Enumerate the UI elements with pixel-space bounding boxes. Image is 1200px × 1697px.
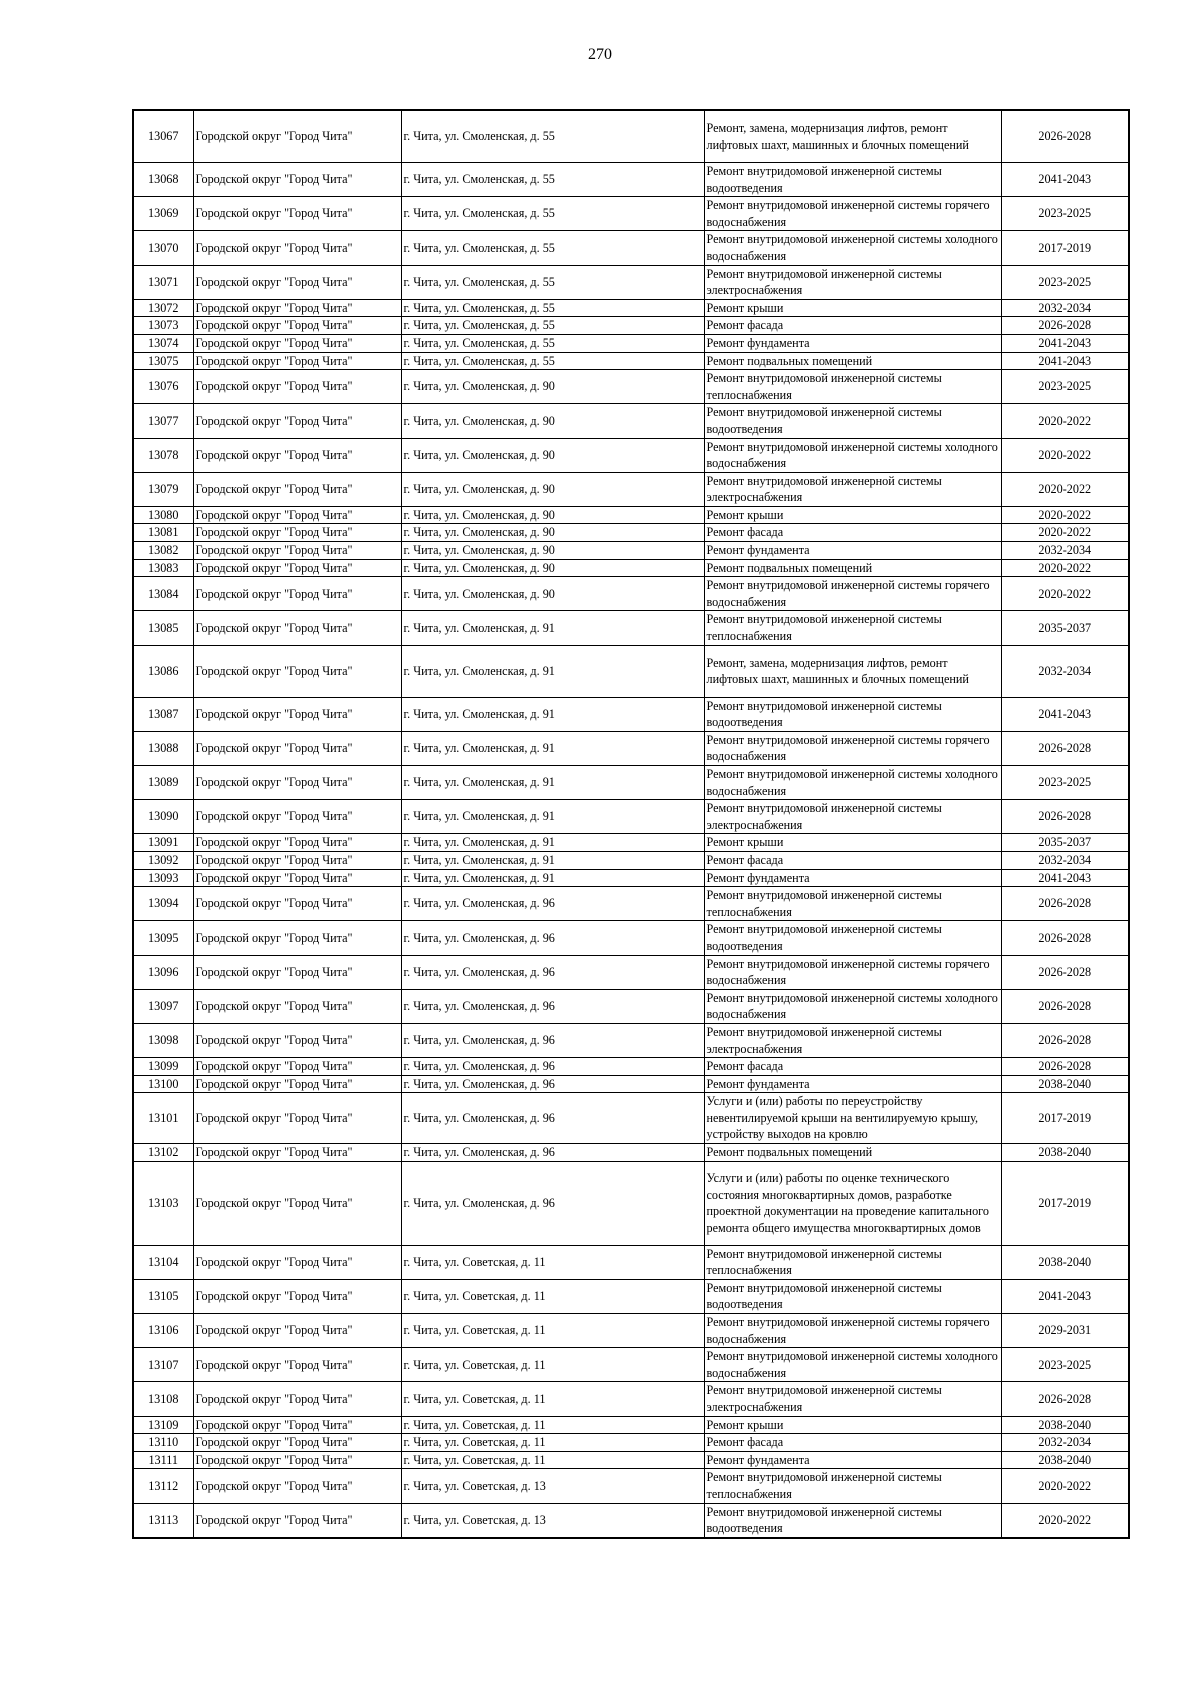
work-type-cell: Ремонт внутридомовой инженерной системы теплоснабжения [704,611,1001,645]
municipality-cell: Городской округ "Город Чита" [193,1245,401,1279]
table-row [133,542,1129,560]
table-row [133,834,1129,852]
table-row [133,697,1129,731]
municipality-cell: Городской округ "Город Чита" [193,697,401,731]
row-number-cell: 13112 [133,1469,193,1503]
address-cell: г. Чита, ул. Смоленская, д. 96 [401,1144,704,1162]
address-cell: г. Чита, ул. Смоленская, д. 91 [401,645,704,697]
row-number-cell: 13075 [133,352,193,370]
municipality-cell: Городской округ "Город Чита" [193,834,401,852]
work-type-cell: Ремонт подвальных помещений [704,352,1001,370]
table-row [133,524,1129,542]
work-type-cell: Ремонт подвальных помещений [704,1144,1001,1162]
address-cell: г. Чита, ул. Смоленская, д. 91 [401,869,704,887]
row-number-cell: 13094 [133,887,193,921]
row-number-cell: 13111 [133,1451,193,1469]
row-number-cell: 13099 [133,1058,193,1076]
address-cell: г. Чита, ул. Смоленская, д. 91 [401,731,704,765]
row-number-cell: 13085 [133,611,193,645]
table-row [133,317,1129,335]
address-cell: г. Чита, ул. Смоленская, д. 90 [401,524,704,542]
row-number-cell: 13109 [133,1416,193,1434]
municipality-cell: Городской округ "Город Чита" [193,524,401,542]
period-cell: 2029-2031 [1001,1314,1129,1348]
work-type-cell: Ремонт внутридомовой инженерной системы холодного водоснабжения [704,766,1001,800]
address-cell: г. Чита, ул. Советская, д. 11 [401,1382,704,1416]
table-row [133,645,1129,697]
address-cell: г. Чита, ул. Смоленская, д. 90 [401,438,704,472]
municipality-cell: Городской округ "Город Чита" [193,1075,401,1093]
row-number-cell: 13078 [133,438,193,472]
municipality-cell: Городской округ "Город Чита" [193,1503,401,1538]
municipality-cell: Городской округ "Город Чита" [193,766,401,800]
municipality-cell: Городской округ "Город Чита" [193,472,401,506]
row-number-cell: 13097 [133,989,193,1023]
municipality-cell: Городской округ "Город Чита" [193,955,401,989]
work-type-cell: Ремонт внутридомовой инженерной системы холодного водоснабжения [704,1348,1001,1382]
period-cell: 2017-2019 [1001,1161,1129,1245]
address-cell: г. Чита, ул. Смоленская, д. 55 [401,299,704,317]
municipality-cell: Городской округ "Город Чита" [193,265,401,299]
table-row [133,334,1129,352]
table-row [133,577,1129,611]
municipality-cell: Городской округ "Город Чита" [193,1161,401,1245]
table-row [133,1023,1129,1057]
table-row [133,731,1129,765]
table-row [133,1279,1129,1313]
row-number-cell: 13103 [133,1161,193,1245]
period-cell: 2020-2022 [1001,404,1129,438]
repair-registry-table [132,109,1130,1539]
table-row [133,611,1129,645]
work-type-cell: Ремонт крыши [704,1416,1001,1434]
period-cell: 2026-2028 [1001,110,1129,163]
address-cell: г. Чита, ул. Смоленская, д. 96 [401,1023,704,1057]
work-type-cell: Ремонт внутридомовой инженерной системы горячего водоснабжения [704,1314,1001,1348]
address-cell: г. Чита, ул. Смоленская, д. 90 [401,370,704,404]
work-type-cell: Ремонт внутридомовой инженерной системы теплоснабжения [704,1245,1001,1279]
work-type-cell: Ремонт внутридомовой инженерной системы электроснабжения [704,800,1001,834]
table-row [133,955,1129,989]
address-cell: г. Чита, ул. Смоленская, д. 91 [401,697,704,731]
period-cell: 2026-2028 [1001,887,1129,921]
period-cell: 2041-2043 [1001,163,1129,197]
row-number-cell: 13092 [133,851,193,869]
period-cell: 2020-2022 [1001,577,1129,611]
period-cell: 2026-2028 [1001,989,1129,1023]
period-cell: 2026-2028 [1001,317,1129,335]
row-number-cell: 13088 [133,731,193,765]
period-cell: 2026-2028 [1001,1382,1129,1416]
row-number-cell: 13095 [133,921,193,955]
address-cell: г. Чита, ул. Советская, д. 11 [401,1416,704,1434]
address-cell: г. Чита, ул. Смоленская, д. 91 [401,834,704,852]
municipality-cell: Городской округ "Город Чита" [193,1093,401,1144]
period-cell: 2017-2019 [1001,231,1129,265]
address-cell: г. Чита, ул. Смоленская, д. 90 [401,506,704,524]
table-row [133,887,1129,921]
period-cell: 2026-2028 [1001,955,1129,989]
municipality-cell: Городской округ "Город Чита" [193,299,401,317]
row-number-cell: 13086 [133,645,193,697]
row-number-cell: 13076 [133,370,193,404]
work-type-cell: Ремонт внутридомовой инженерной системы холодного водоснабжения [704,231,1001,265]
period-cell: 2026-2028 [1001,1058,1129,1076]
municipality-cell: Городской округ "Город Чита" [193,559,401,577]
municipality-cell: Городской округ "Город Чита" [193,352,401,370]
address-cell: г. Чита, ул. Смоленская, д. 55 [401,163,704,197]
work-type-cell: Услуги и (или) работы по оценке технического состояния многоквартирных домов, разработке проектной документации на проведение капитального ремонта общего имущества многоквартирных домов [704,1161,1001,1245]
row-number-cell: 13079 [133,472,193,506]
address-cell: г. Чита, ул. Смоленская, д. 90 [401,559,704,577]
municipality-cell: Городской округ "Город Чита" [193,1434,401,1452]
address-cell: г. Чита, ул. Смоленская, д. 90 [401,577,704,611]
municipality-cell: Городской округ "Город Чита" [193,542,401,560]
table-row [133,559,1129,577]
row-number-cell: 13083 [133,559,193,577]
work-type-cell: Ремонт фундамента [704,869,1001,887]
work-type-cell: Ремонт внутридомовой инженерной системы горячего водоснабжения [704,955,1001,989]
municipality-cell: Городской округ "Город Чита" [193,231,401,265]
address-cell: г. Чита, ул. Советская, д. 13 [401,1503,704,1538]
address-cell: г. Чита, ул. Смоленская, д. 55 [401,231,704,265]
row-number-cell: 13070 [133,231,193,265]
table-row [133,197,1129,231]
period-cell: 2038-2040 [1001,1144,1129,1162]
period-cell: 2032-2034 [1001,645,1129,697]
work-type-cell: Ремонт внутридомовой инженерной системы теплоснабжения [704,887,1001,921]
period-cell: 2035-2037 [1001,611,1129,645]
period-cell: 2038-2040 [1001,1245,1129,1279]
row-number-cell: 13113 [133,1503,193,1538]
table-row [133,869,1129,887]
address-cell: г. Чита, ул. Смоленская, д. 55 [401,352,704,370]
municipality-cell: Городской округ "Город Чита" [193,887,401,921]
work-type-cell: Ремонт внутридомовой инженерной системы электроснабжения [704,1023,1001,1057]
table-row [133,1093,1129,1144]
table-row [133,438,1129,472]
address-cell: г. Чита, ул. Советская, д. 11 [401,1451,704,1469]
table-row [133,404,1129,438]
work-type-cell: Ремонт внутридомовой инженерной системы водоотведения [704,1279,1001,1313]
period-cell: 2041-2043 [1001,352,1129,370]
work-type-cell: Ремонт внутридомовой инженерной системы горячего водоснабжения [704,577,1001,611]
work-type-cell: Ремонт внутридомовой инженерной системы водоотведения [704,697,1001,731]
municipality-cell: Городской округ "Город Чита" [193,438,401,472]
address-cell: г. Чита, ул. Смоленская, д. 96 [401,921,704,955]
address-cell: г. Чита, ул. Советская, д. 13 [401,1469,704,1503]
address-cell: г. Чита, ул. Смоленская, д. 91 [401,800,704,834]
row-number-cell: 13090 [133,800,193,834]
table-row [133,110,1129,163]
address-cell: г. Чита, ул. Смоленская, д. 96 [401,1161,704,1245]
work-type-cell: Ремонт внутридомовой инженерной системы горячего водоснабжения [704,197,1001,231]
work-type-cell: Ремонт, замена, модернизация лифтов, ремонт лифтовых шахт, машинных и блочных помещений [704,645,1001,697]
table-row [133,1245,1129,1279]
address-cell: г. Чита, ул. Смоленская, д. 90 [401,472,704,506]
municipality-cell: Городской округ "Город Чита" [193,506,401,524]
address-cell: г. Чита, ул. Советская, д. 11 [401,1279,704,1313]
municipality-cell: Городской округ "Город Чита" [193,1416,401,1434]
row-number-cell: 13106 [133,1314,193,1348]
municipality-cell: Городской округ "Город Чита" [193,110,401,163]
table-row [133,1314,1129,1348]
period-cell: 2023-2025 [1001,370,1129,404]
address-cell: г. Чита, ул. Смоленская, д. 55 [401,265,704,299]
work-type-cell: Ремонт фасада [704,317,1001,335]
row-number-cell: 13098 [133,1023,193,1057]
address-cell: г. Чита, ул. Смоленская, д. 96 [401,1058,704,1076]
address-cell: г. Чита, ул. Смоленская, д. 96 [401,887,704,921]
work-type-cell: Ремонт внутридомовой инженерной системы водоотведения [704,921,1001,955]
table-row [133,989,1129,1023]
address-cell: г. Чита, ул. Советская, д. 11 [401,1245,704,1279]
row-number-cell: 13093 [133,869,193,887]
period-cell: 2023-2025 [1001,766,1129,800]
table-row [133,265,1129,299]
period-cell: 2032-2034 [1001,851,1129,869]
work-type-cell: Ремонт внутридомовой инженерной системы водоотведения [704,404,1001,438]
table-row [133,1348,1129,1382]
row-number-cell: 13069 [133,197,193,231]
period-cell: 2032-2034 [1001,299,1129,317]
row-number-cell: 13108 [133,1382,193,1416]
municipality-cell: Городской округ "Город Чита" [193,869,401,887]
work-type-cell: Ремонт крыши [704,299,1001,317]
row-number-cell: 13107 [133,1348,193,1382]
municipality-cell: Городской округ "Город Чита" [193,404,401,438]
work-type-cell: Услуги и (или) работы по переустройству невентилируемой крыши на вентилируемую крышу, устройству выходов на кровлю [704,1093,1001,1144]
period-cell: 2026-2028 [1001,921,1129,955]
table-row [133,506,1129,524]
row-number-cell: 13067 [133,110,193,163]
municipality-cell: Городской округ "Город Чита" [193,611,401,645]
row-number-cell: 13068 [133,163,193,197]
work-type-cell: Ремонт внутридомовой инженерной системы водоотведения [704,163,1001,197]
row-number-cell: 13096 [133,955,193,989]
work-type-cell: Ремонт внутридомовой инженерной системы электроснабжения [704,265,1001,299]
table-row [133,921,1129,955]
period-cell: 2020-2022 [1001,559,1129,577]
period-cell: 2023-2025 [1001,197,1129,231]
municipality-cell: Городской округ "Город Чита" [193,577,401,611]
table-row [133,1144,1129,1162]
table-row [133,1434,1129,1452]
row-number-cell: 13102 [133,1144,193,1162]
municipality-cell: Городской округ "Город Чита" [193,1469,401,1503]
period-cell: 2017-2019 [1001,1093,1129,1144]
municipality-cell: Городской округ "Город Чита" [193,921,401,955]
table-row [133,231,1129,265]
municipality-cell: Городской округ "Город Чита" [193,1382,401,1416]
period-cell: 2026-2028 [1001,1023,1129,1057]
municipality-cell: Городской округ "Город Чита" [193,1023,401,1057]
municipality-cell: Городской округ "Город Чита" [193,1348,401,1382]
table-row [133,163,1129,197]
municipality-cell: Городской округ "Город Чита" [193,800,401,834]
address-cell: г. Чита, ул. Смоленская, д. 90 [401,404,704,438]
row-number-cell: 13082 [133,542,193,560]
row-number-cell: 13091 [133,834,193,852]
row-number-cell: 13077 [133,404,193,438]
table-row [133,1451,1129,1469]
address-cell: г. Чита, ул. Советская, д. 11 [401,1434,704,1452]
municipality-cell: Городской округ "Город Чита" [193,1144,401,1162]
work-type-cell: Ремонт внутридомовой инженерной системы электроснабжения [704,1382,1001,1416]
period-cell: 2020-2022 [1001,472,1129,506]
address-cell: г. Чита, ул. Смоленская, д. 96 [401,1075,704,1093]
address-cell: г. Чита, ул. Смоленская, д. 96 [401,1093,704,1144]
address-cell: г. Чита, ул. Смоленская, д. 55 [401,317,704,335]
period-cell: 2041-2043 [1001,1279,1129,1313]
table-row [133,1075,1129,1093]
work-type-cell: Ремонт фасада [704,524,1001,542]
row-number-cell: 13100 [133,1075,193,1093]
work-type-cell: Ремонт внутридомовой инженерной системы холодного водоснабжения [704,438,1001,472]
table-row [133,299,1129,317]
work-type-cell: Ремонт крыши [704,834,1001,852]
address-cell: г. Чита, ул. Смоленская, д. 90 [401,542,704,560]
address-cell: г. Чита, ул. Советская, д. 11 [401,1348,704,1382]
work-type-cell: Ремонт фасада [704,1058,1001,1076]
work-type-cell: Ремонт внутридомовой инженерной системы электроснабжения [704,472,1001,506]
period-cell: 2041-2043 [1001,869,1129,887]
work-type-cell: Ремонт фундамента [704,334,1001,352]
row-number-cell: 13101 [133,1093,193,1144]
address-cell: г. Чита, ул. Смоленская, д. 91 [401,766,704,800]
row-number-cell: 13073 [133,317,193,335]
table-row [133,352,1129,370]
period-cell: 2035-2037 [1001,834,1129,852]
address-cell: г. Чита, ул. Смоленская, д. 55 [401,334,704,352]
work-type-cell: Ремонт фундамента [704,1075,1001,1093]
municipality-cell: Городской округ "Город Чита" [193,1314,401,1348]
row-number-cell: 13074 [133,334,193,352]
period-cell: 2023-2025 [1001,1348,1129,1382]
row-number-cell: 13084 [133,577,193,611]
work-type-cell: Ремонт фасада [704,1434,1001,1452]
period-cell: 2032-2034 [1001,1434,1129,1452]
address-cell: г. Чита, ул. Смоленская, д. 96 [401,989,704,1023]
period-cell: 2020-2022 [1001,1469,1129,1503]
address-cell: г. Чита, ул. Смоленская, д. 96 [401,955,704,989]
municipality-cell: Городской округ "Город Чита" [193,370,401,404]
table-row [133,1503,1129,1538]
municipality-cell: Городской округ "Город Чита" [193,1058,401,1076]
work-type-cell: Ремонт внутридомовой инженерной системы теплоснабжения [704,370,1001,404]
municipality-cell: Городской округ "Город Чита" [193,163,401,197]
municipality-cell: Городской округ "Город Чита" [193,317,401,335]
work-type-cell: Ремонт внутридомовой инженерной системы водоотведения [704,1503,1001,1538]
period-cell: 2026-2028 [1001,800,1129,834]
table-row [133,800,1129,834]
period-cell: 2020-2022 [1001,1503,1129,1538]
period-cell: 2020-2022 [1001,438,1129,472]
table-row [133,370,1129,404]
work-type-cell: Ремонт фасада [704,851,1001,869]
row-number-cell: 13072 [133,299,193,317]
table-row [133,1416,1129,1434]
period-cell: 2026-2028 [1001,731,1129,765]
municipality-cell: Городской округ "Город Чита" [193,1451,401,1469]
row-number-cell: 13105 [133,1279,193,1313]
row-number-cell: 13089 [133,766,193,800]
row-number-cell: 13104 [133,1245,193,1279]
period-cell: 2041-2043 [1001,697,1129,731]
address-cell: г. Чита, ул. Советская, д. 11 [401,1314,704,1348]
work-type-cell: Ремонт фундамента [704,542,1001,560]
work-type-cell: Ремонт внутридомовой инженерной системы горячего водоснабжения [704,731,1001,765]
period-cell: 2038-2040 [1001,1451,1129,1469]
table-row [133,766,1129,800]
row-number-cell: 13080 [133,506,193,524]
period-cell: 2023-2025 [1001,265,1129,299]
table-row [133,851,1129,869]
registry-body [133,110,1129,1538]
address-cell: г. Чита, ул. Смоленская, д. 91 [401,611,704,645]
municipality-cell: Городской округ "Город Чита" [193,1279,401,1313]
period-cell: 2020-2022 [1001,506,1129,524]
work-type-cell: Ремонт фундамента [704,1451,1001,1469]
row-number-cell: 13081 [133,524,193,542]
municipality-cell: Городской округ "Город Чита" [193,989,401,1023]
municipality-cell: Городской округ "Город Чита" [193,851,401,869]
table-row [133,1058,1129,1076]
work-type-cell: Ремонт, замена, модернизация лифтов, ремонт лифтовых шахт, машинных и блочных помещений [704,110,1001,163]
address-cell: г. Чита, ул. Смоленская, д. 55 [401,110,704,163]
address-cell: г. Чита, ул. Смоленская, д. 91 [401,851,704,869]
work-type-cell: Ремонт внутридомовой инженерной системы холодного водоснабжения [704,989,1001,1023]
row-number-cell: 13071 [133,265,193,299]
page-number: 270 [588,46,612,63]
period-cell: 2038-2040 [1001,1075,1129,1093]
table-row [133,1161,1129,1245]
period-cell: 2041-2043 [1001,334,1129,352]
municipality-cell: Городской округ "Город Чита" [193,197,401,231]
period-cell: 2038-2040 [1001,1416,1129,1434]
municipality-cell: Городской округ "Город Чита" [193,645,401,697]
table-row [133,472,1129,506]
work-type-cell: Ремонт внутридомовой инженерной системы теплоснабжения [704,1469,1001,1503]
table-row [133,1382,1129,1416]
work-type-cell: Ремонт крыши [704,506,1001,524]
period-cell: 2032-2034 [1001,542,1129,560]
address-cell: г. Чита, ул. Смоленская, д. 55 [401,197,704,231]
row-number-cell: 13087 [133,697,193,731]
work-type-cell: Ремонт подвальных помещений [704,559,1001,577]
period-cell: 2020-2022 [1001,524,1129,542]
table-row [133,1469,1129,1503]
municipality-cell: Городской округ "Город Чита" [193,334,401,352]
row-number-cell: 13110 [133,1434,193,1452]
municipality-cell: Городской округ "Город Чита" [193,731,401,765]
